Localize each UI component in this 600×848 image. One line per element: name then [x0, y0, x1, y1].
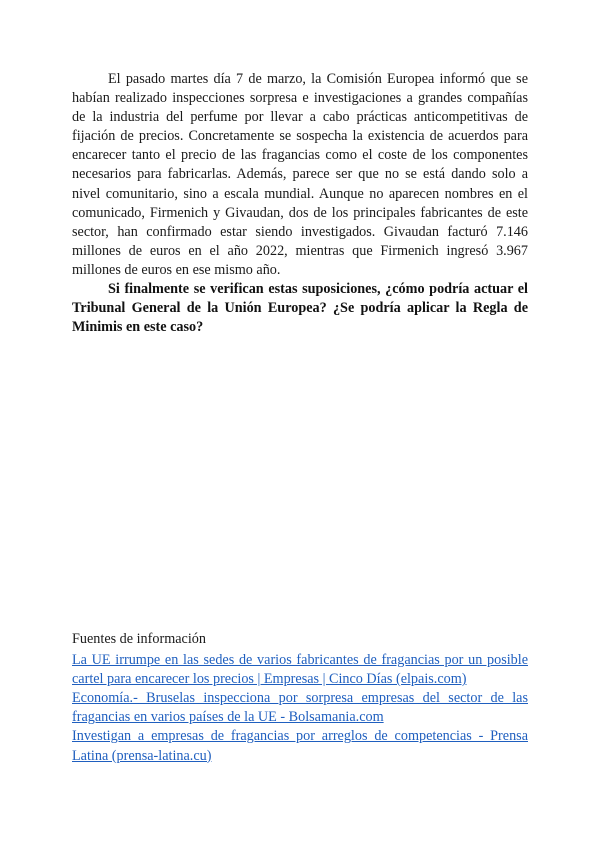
- body-paragraph: El pasado martes día 7 de marzo, la Comisión Europea informó que se habían realizado inspecciones sorpresa e investigaciones a grandes compañías de la industria del perfume por llevar a cabo prácticas anticompetitivas de fijación de precios. Concretamente se sospecha la existencia de acuerdos para encarecer tanto el precio de las fragancias como el coste de los componentes necesarios para fabricarlas. Además, parece ser que no se está dando solo a nivel comunitario, sino a escala mundial. Aunque no aparecen nombres en el comunicado, Firmenich y Givaudan, dos de los principales fabricantes de este sector, han confirmado estar siendo investigados. Givaudan facturó 7.146 millones de euros en el año 2022, mientras que Firmenich ingresó 3.967 millones de euros en ese mismo año.: [72, 71, 528, 278]
- source-link-cinco-dias[interactable]: La UE irrumpe en las sedes de varios fabricantes de fragancias por un posible cartel para encarecer los precios | Empresas | Cinco Días (elpais.com): [72, 652, 528, 688]
- source-link-prensa-latina[interactable]: Investigan a empresas de fragancias por arreglos de competencias - Prensa Latina (prensa-latina.cu): [72, 728, 528, 764]
- question-paragraph: Si finalmente se verifican estas suposiciones, ¿cómo podría actuar el Tribunal General de la Unión Europea? ¿Se podría aplicar la Regla de Minimis en este caso?: [72, 281, 528, 336]
- document-body: [72, 70, 528, 337]
- sources-section: [72, 630, 528, 766]
- source-link-bolsamania[interactable]: Economía.- Bruselas inspecciona por sorpresa empresas del sector de las fragancias en varios países de la UE - Bolsamania.com: [72, 690, 528, 726]
- sources-title: Fuentes de información: [72, 631, 206, 647]
